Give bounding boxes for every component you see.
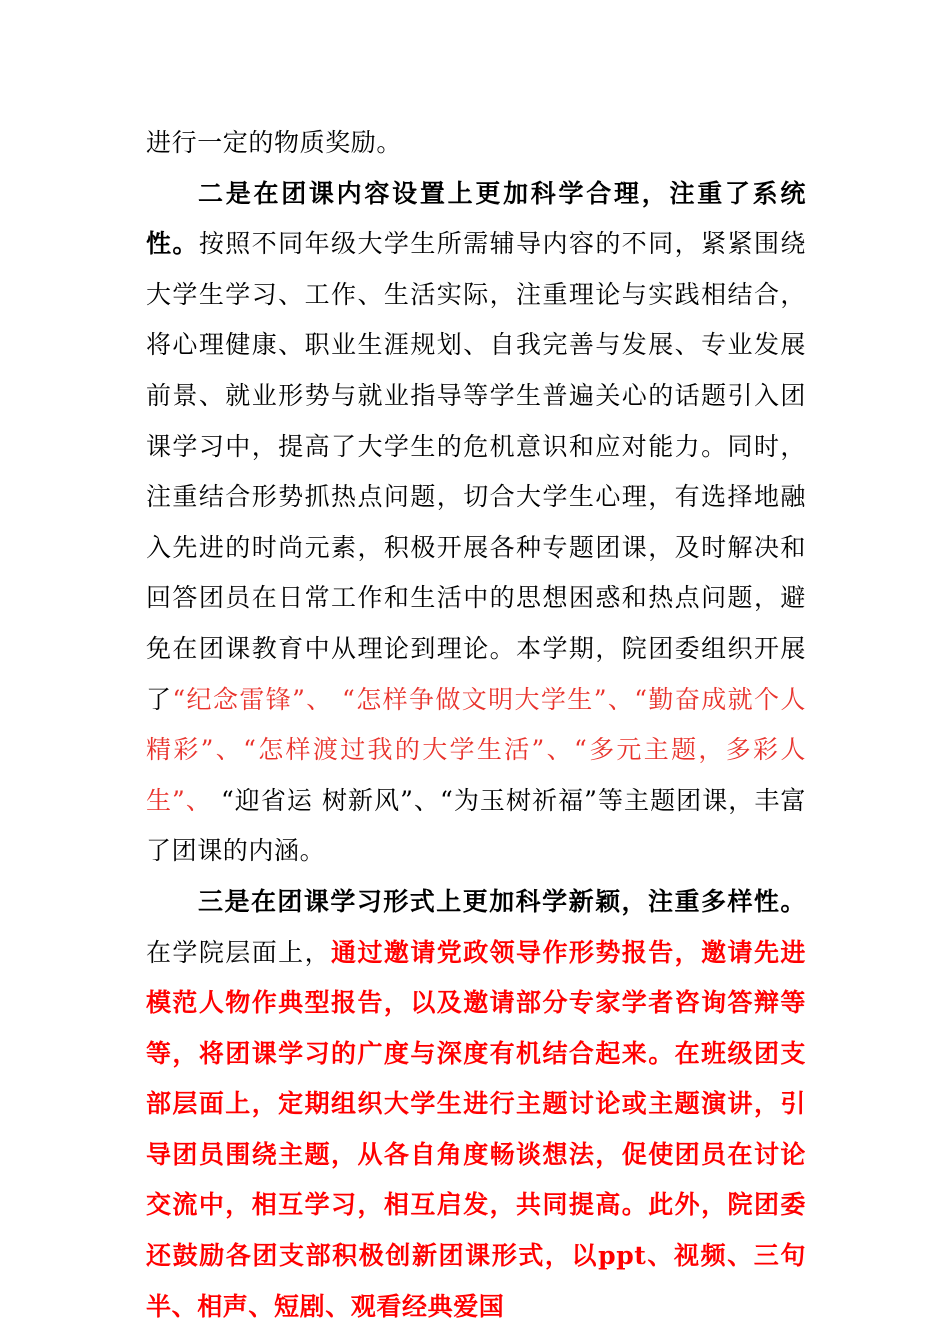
paragraph-1 (146, 118, 806, 169)
paragraph-2 (146, 169, 806, 877)
document-body (146, 118, 806, 1332)
paragraph-3-highlight: 通过邀请党政领导作形势报告，邀请先进模范人物作典型报告，以及邀请部分专家学者咨询答辩等等，将团课学习的广度与深度有机结合起来。在班级团支部层面上，定期组织大学生进行主题讨论或主题演讲，引导团员围绕主题，从各自角度畅谈想法，促使团员在讨论交流中，相互学习，相互启发，共同提高。此外，院团委还鼓励各团支部积极创新团课形式，以ppt、视频、三句半、相声、短剧、观看经典爱国 (146, 937, 806, 1321)
paragraph-3 (146, 877, 806, 1332)
paragraph-3-intro: 在学院层面上， (146, 937, 332, 967)
paragraph-2-body: 按照不同年级大学生所需辅导内容的不同，紧紧围绕大学生学习、工作、生活实际，注重理论与实践相结合，将心理健康、职业生涯规划、自我完善与发展、专业发展前景、就业形势与就业指导等学生普遍关心的话题引入团课学习中，提高了大学生的危机意识和应对能力。同时，注重结合形势抓热点问题，切合大学生心理，有选择地融入先进的时尚元素，积极开展各种专题团课，及时解决和回答团员在日常工作和生活中的思想困惑和热点问题，避免在团课教育中从理论到理论。本学期，院团委组织开展了 (146, 229, 806, 714)
paragraph-2-heading: 二是在团课内容设置上更加科学合理，注重了系统性。 (146, 178, 806, 259)
paragraph-2-tail: “迎省运 树新风”、“为玉树祈福”等主题团课，丰富了团课的内涵。 (146, 785, 806, 866)
paragraph-1-text: 进行一定的物质奖励。 (146, 128, 403, 157)
paragraph-3-heading: 三是在团课学习形式上更加科学新颖，注重多样性。 (198, 886, 806, 916)
paragraph-2-highlight: “纪念雷锋”、 “怎样争做文明大学生”、“勤奋成就个人精彩”、“怎样渡过我的大学生活”、“多元主题，多彩人生”、 (146, 684, 806, 815)
